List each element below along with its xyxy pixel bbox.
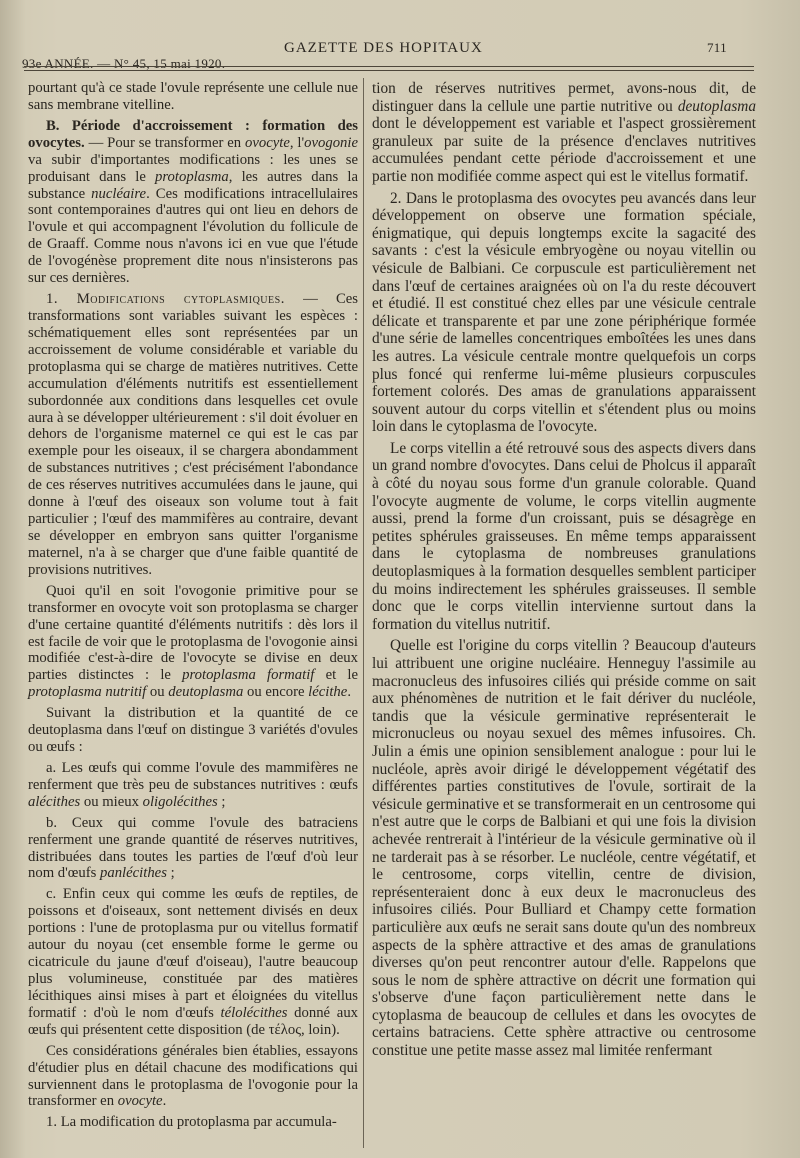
section-heading: B. Période d'accroissement : formation des ovocytes. xyxy=(28,117,358,151)
paragraph: pourtant qu'à ce stade l'ovule représente une cellule nue sans membrane vitelline. xyxy=(28,80,358,113)
paragraph: 1. La modification du protoplasma par accumula- xyxy=(46,1114,337,1131)
paragraph: 2. Dans le protoplasma des ovocytes peu avancés dans leur développement on observe une formation spéciale, énigmatique, qui depuis longtemps excite la sagacité des savants : c'est la vésicule embryogène ou noyau vitellin ou vésicule de Balbiani. Ce corpuscule est particulièrement net dans l'œuf de certaines araignées où on l'a du reste découvert et étudié. Il est constitué chez elles par une vésicule centrale délicate et transparente et par une zone périphérique formée d'une série de lamelles concentriques emboîtées les unes dans les autres. La vésicule centrale montre quelquefois un corps plus foncé qui renferme lui-même plusieurs corpuscules fortement colorés. Des amas de granulations apparaissent souvent autour du corps vitellin et s'étendent plus ou moins loin dans le cytoplasma de l'ovocyte. xyxy=(372,189,756,436)
right-column xyxy=(372,80,756,1064)
paragraph: Quoi qu'il en soit l'ovogonie primitive pour se transformer en ovocyte voit son protoplasma se charger d'une certaine quantité d'éléments nutritifs : dès lors il est facile de voir que le protoplasma de l'ovogonie ainsi modifiée c'est-à-dire de l'ovocyte se divise en deux parties distinctes : le protoplasma formatif et le protoplasma nutritif ou deutoplasma ou encore lécithe. xyxy=(28,582,358,701)
paragraph: tion de réserves nutritives permet, avons-nous dit, de distinguer dans la cellule une partie nutritive ou deutoplasma dont le développement est variable et l'aspect grossièrement granuleux par suite de la présence d'enclaves nutritives accumulées pendant cette période d'accroissement et une partie non modifiée comme aspect qui est le vitellus formatif. xyxy=(372,80,756,185)
subsection-heading: 1. Modifications cytoplasmiques. xyxy=(46,291,285,308)
header-rule xyxy=(24,66,754,67)
paragraph: Quelle est l'origine du corps vitellin ? Beaucoup d'auteurs lui attribuent une origine nucléaire. Henneguy l'assimile au macronucleus des infusoires ciliés qui préside comme on sait aux phénomènes de nutrition et le fait dériver du nucléole, tandis que la vésicule germinative représenterait le micronucleus ou noyau sexuel des mêmes infusoires. Ch. Julin a émis une opinion sensiblement analogue : pour lui le nucléole, après avoir dirigé le développement végétatif des différentes parties constitutives de l'ovule, sortirait de la vésicule germinative et se transformerait en un centrosome qui n'est autre que le corps de Balbiani et qui une fois la division achevée rentrerait à l'intérieur de la vésicule germinative où il ne tarderait pas à se résorber. Le nucléole, centre végétatif, et le centrosome, corps vitellin, centre de division, représenteraient donc à eux deux le macronucleus des infusoires ciliés. Pour Bulliard et Champy cette formation particulière aux œufs ne serait sans doute qu'un des nombreux aspects de la sphère attractive et des amas de granulations diverses qu'on peut rencontrer autour d'elle. Rappelons que sous le nom de sphère attractive on décrit une formation qui s'observe d'une façon particulièrement nette dans le cytoplasma de beaucoup de cellules et dans les ovocytes de certains batraciens. Cette sphère attractive ou centrosome constitue une petite masse assez mal limitée renfermant xyxy=(372,637,756,1060)
list-item-a: a. Les œufs qui comme l'ovule des mammifères ne renferment que très peu de substances nutritives : œufs alécithes ou mieux oligolécithes ; xyxy=(28,759,358,810)
header-rule-thin xyxy=(24,70,754,71)
paragraph: Le corps vitellin a été retrouvé sous des aspects divers dans un grand nombre d'ovocytes. Dans celui de Pholcus il apparaît à côté du noyau sous forme d'un granule colorable. Quand l'ovocyte augmente de volume, le corps vitellin augmente aussi, prend la forme d'un croissant, puis se désagrège en petites sphérules graisseuses. En même temps apparaissent dans le cytoplasma de nombreuses granulations deutoplasmiques à la formation desquelles semblent participer du moins indirectement les sphérules graisseuses. Il semble donc que le corps vitellin intervienne surtout dans la formation du vitellus nutritif. xyxy=(372,439,756,633)
section-b: B. Période d'accroissement : formation des ovocytes. — Pour se transformer en ovocyte, l'ovogonie va subir d'importantes modifications : les unes se produisant dans le protoplasma, les autres dans la substance nucléaire. Ces modifications intracellulaires sont contemporaines d'autres qui ont lieu en dehors de l'ovule et qui accompagnent l'évolution du follicule de de Graaff. Comme nous n'avons ici en vue que l'étude de l'ovogénèse proprement dite nous n'insisterons pas sur ces dernières. xyxy=(28,117,358,287)
subsection-1: 1. Modifications cytoplasmiques. — Ces transformations sont variables suivant les espèces : schématiquement elles sont représentées par un accroissement de volume considérable et variable du protoplasma qui se charge de matières nutritives. Cette accumulation d'éléments nutritifs est essentiellement subordonnée aux conditions dans lesquelles cet ovule aura à se développer ultérieurement : s'il doit évoluer en dehors de l'organisme maternel ce qui est le cas par exemple pour les oiseaux, il se chargera abondamment de substances nutritives ; c'est précisément l'abondance de ces réserves nutritives accumulées dans le jaune, qui donne à l'œuf des oiseaux son volume tout à fait particulier ; l'œuf des mammifères au contraire, devant se développer en embryon sans quitter l'organisme maternel, n'a à se charger que d'une faible quantité de provisions nutritives. xyxy=(28,291,358,578)
issue-line: 93e ANNÉE. — N° 45, 15 mai 1920. xyxy=(22,56,226,71)
page-number: 711 xyxy=(707,40,727,55)
paragraph: Ces considérations générales bien établies, essayons d'étudier plus en détail chacune des modifications qui surviennent dans le protoplasma de l'ovogonie pour la transformer en ovocyte. xyxy=(28,1042,358,1110)
paragraph: Suivant la distribution et la quantité de ce deutoplasma dans l'œuf on distingue 3 variétés d'ovules ou œufs : xyxy=(28,705,358,756)
list-item-c: c. Enfin ceux qui comme les œufs de reptiles, de poissons et d'oiseaux, sont nettement divisés en deux portions : l'une de protoplasma pur ou vitellus formatif autour du noyau (cet ensemble forme le germe ou cicatricule du jaune d'œuf d'oiseau), l'autre beaucoup plus volumineuse, constituée par des matières lécithiques ainsi mises à part et éloignées du vitellus formatif : d'où le nom d'œufs télolécithes donné aux œufs qui présentent cette disposition (de τέλος, loin). xyxy=(28,886,359,1038)
column-divider xyxy=(363,78,364,1148)
list-item-b: b. Ceux qui comme l'ovule des batraciens renferment une grande quantité de réserves nutritives, distribuées dans toutes les parties de l'œuf d'où leur nom d'œufs panlécithes ; xyxy=(28,814,358,882)
journal-title: GAZETTE DES HOPITAUX xyxy=(284,40,483,56)
page-header xyxy=(22,38,732,71)
left-column xyxy=(28,80,358,1135)
